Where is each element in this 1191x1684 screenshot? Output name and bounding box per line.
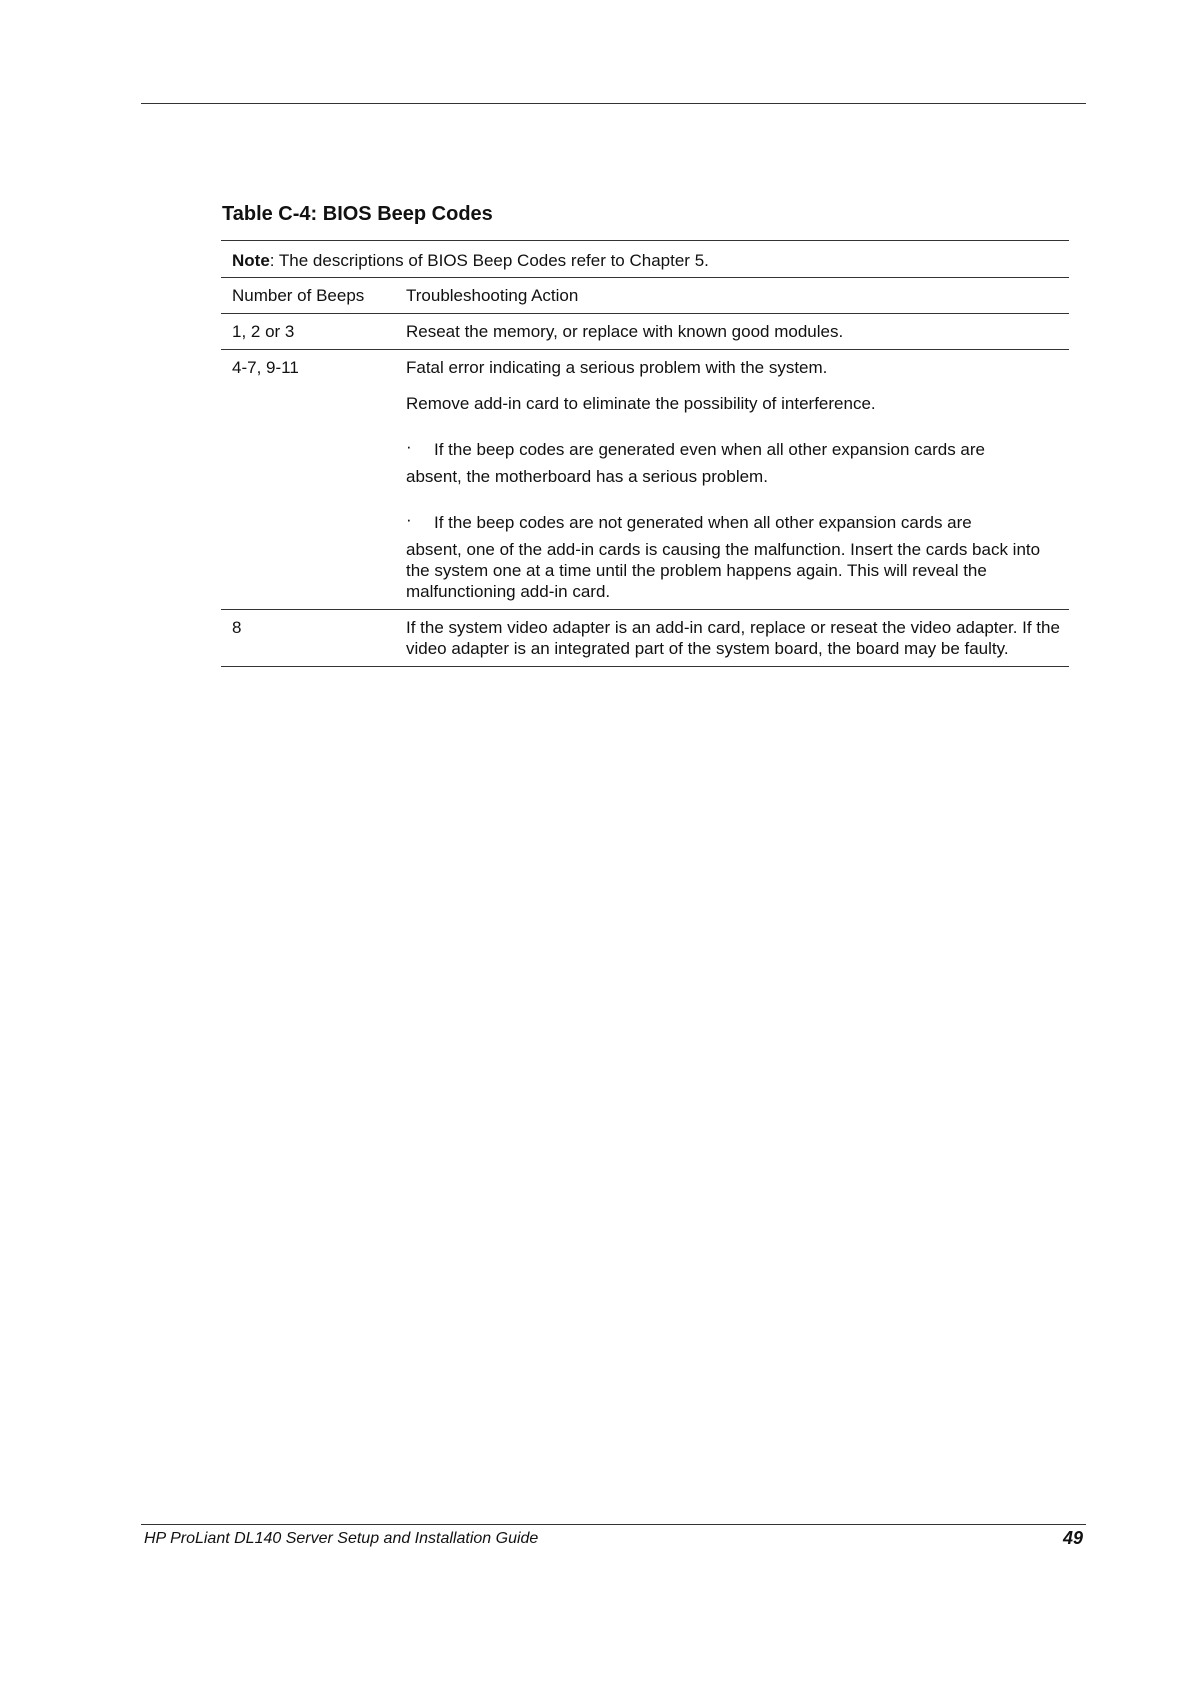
- bullet-icon: ·: [406, 437, 412, 456]
- bullet-continuation: absent, one of the add-in cards is causing the malfunction. Insert the cards back into the system one at a time until the problem happens again. This will reveal the malfunctioning add-in card.: [406, 540, 1041, 601]
- bullet-continuation: absent, the motherboard has a serious problem.: [406, 467, 768, 486]
- table-title: Table C-4: BIOS Beep Codes: [222, 203, 493, 225]
- bullet-item: [406, 436, 1061, 460]
- action-paragraph: Fatal error indicating a serious problem with the system.: [406, 358, 828, 377]
- bullet-icon: ·: [406, 510, 412, 529]
- header-troubleshooting-action: Troubleshooting Action: [406, 286, 579, 305]
- beep-codes-table: [221, 240, 1069, 667]
- action-cell: Reseat the memory, or replace with known good modules.: [406, 322, 844, 341]
- header-number-of-beeps: Number of Beeps: [232, 286, 365, 305]
- bullet-item: [406, 509, 1061, 533]
- note-label: Note: [232, 251, 270, 270]
- note-text: : The descriptions of BIOS Beep Codes refer to Chapter 5.: [269, 251, 709, 270]
- footer-title: HP ProLiant DL140 Server Setup and Installation Guide: [144, 1530, 539, 1547]
- action-paragraph: Remove add-in card to eliminate the possibility of interference.: [406, 394, 876, 413]
- table-header-row: [221, 277, 1069, 313]
- bullet-text: If the beep codes are not generated when all other expansion cards are: [434, 513, 972, 532]
- table-row: [221, 609, 1069, 666]
- table-note: [221, 241, 1069, 277]
- beep-count-cell: 1, 2 or 3: [232, 322, 295, 341]
- page-number: 49: [1062, 1528, 1083, 1548]
- bullet-text: If the beep codes are generated even when all other expansion cards are: [434, 440, 985, 459]
- table-row: [221, 313, 1069, 349]
- beep-count-cell: 4-7, 9-11: [232, 358, 299, 377]
- beep-count-cell: 8: [232, 618, 242, 637]
- header-rule: [141, 103, 1086, 104]
- footer-rule: [141, 1524, 1086, 1525]
- action-cell: [406, 350, 1069, 609]
- table-row: [221, 349, 1069, 609]
- action-cell: If the system video adapter is an add-in card, replace or reseat the video adapter. If the video adapter is an integrated part of the system board, the board may be faulty.: [406, 618, 1060, 658]
